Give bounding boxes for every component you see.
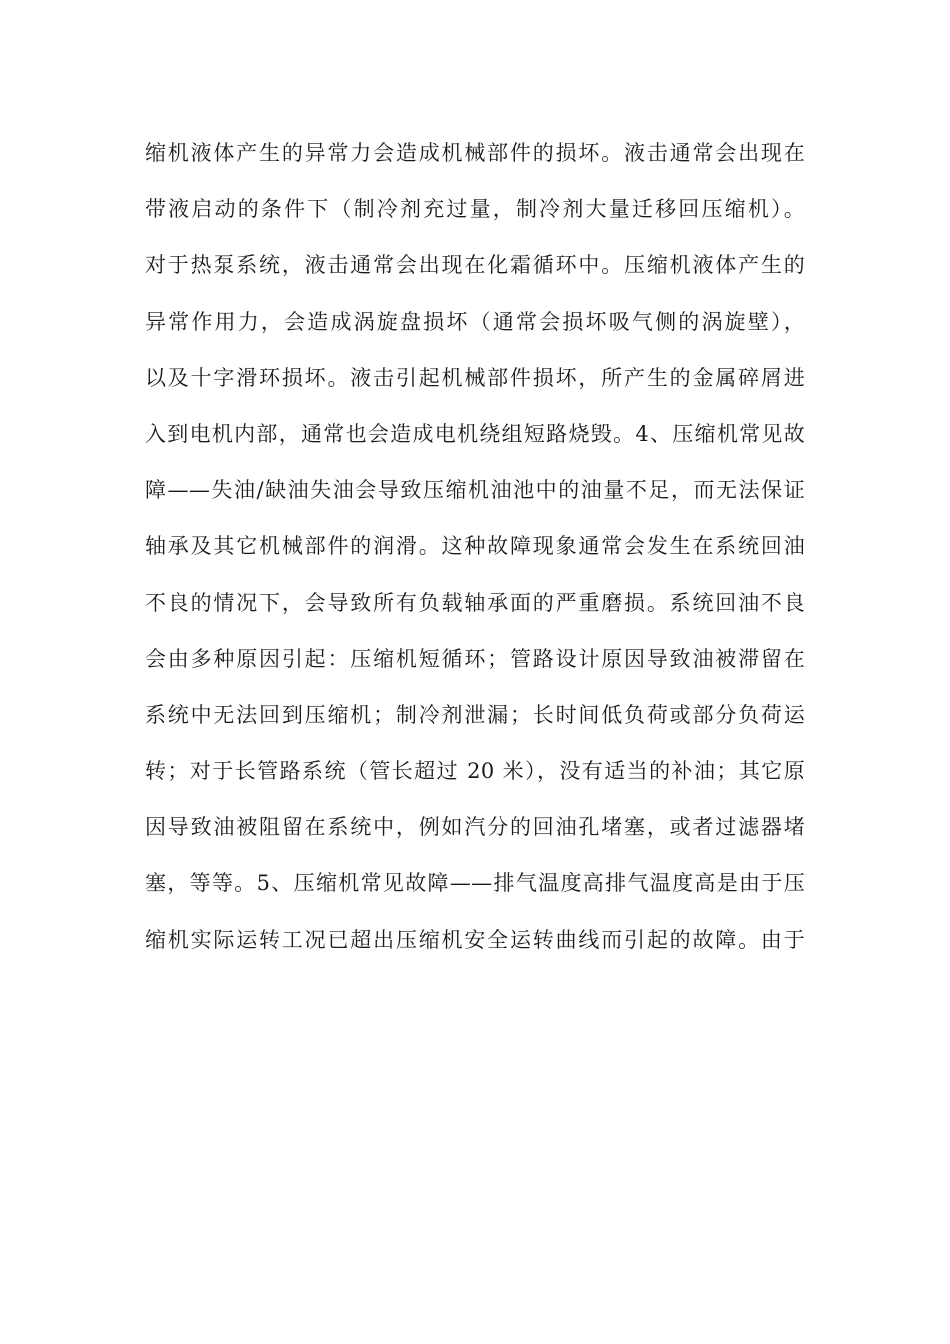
text-line: 异常作用力，会造成涡旋盘损坏（通常会损坏吸气侧的涡旋壁）， <box>145 309 805 334</box>
text-line: 系统中无法回到压缩机；制冷剂泄漏；长时间低负荷或部分负荷运 <box>145 702 805 727</box>
body-text <box>145 133 805 976</box>
text-line: 塞，等等。5、压缩机常见故障——排气温度高排气温度高是由于压 <box>145 871 805 896</box>
text-line: 因导致油被阻留在系统中，例如汽分的回油孔堵塞，或者过滤器堵 <box>145 815 805 840</box>
text-line: 对于热泵系统，液击通常会出现在化霜循环中。压缩机液体产生的 <box>145 253 805 278</box>
text-line: 转；对于长管路系统（管长超过 20 米），没有适当的补油；其它原 <box>145 759 805 784</box>
text-line: 缩机实际运转工况已超出压缩机安全运转曲线而引起的故障。由于 <box>145 927 805 952</box>
text-line: 入到电机内部，通常也会造成电机绕组短路烧毁。4、压缩机常见故 <box>145 421 805 446</box>
text-line: 会由多种原因引起：压缩机短循环；管路设计原因导致油被滞留在 <box>145 646 805 671</box>
text-line: 不良的情况下，会导致所有负载轴承面的严重磨损。系统回油不良 <box>145 590 805 615</box>
text-line: 障——失油/缺油失油会导致压缩机油池中的油量不足，而无法保证 <box>145 478 805 503</box>
text-line: 带液启动的条件下（制冷剂充过量，制冷剂大量迁移回压缩机）。 <box>145 197 805 222</box>
text-line: 轴承及其它机械部件的润滑。这种故障现象通常会发生在系统回油 <box>145 534 805 559</box>
text-line: 以及十字滑环损坏。液击引起机械部件损坏，所产生的金属碎屑进 <box>145 365 805 390</box>
text-line: 缩机液体产生的异常力会造成机械部件的损坏。液击通常会出现在 <box>145 141 805 165</box>
